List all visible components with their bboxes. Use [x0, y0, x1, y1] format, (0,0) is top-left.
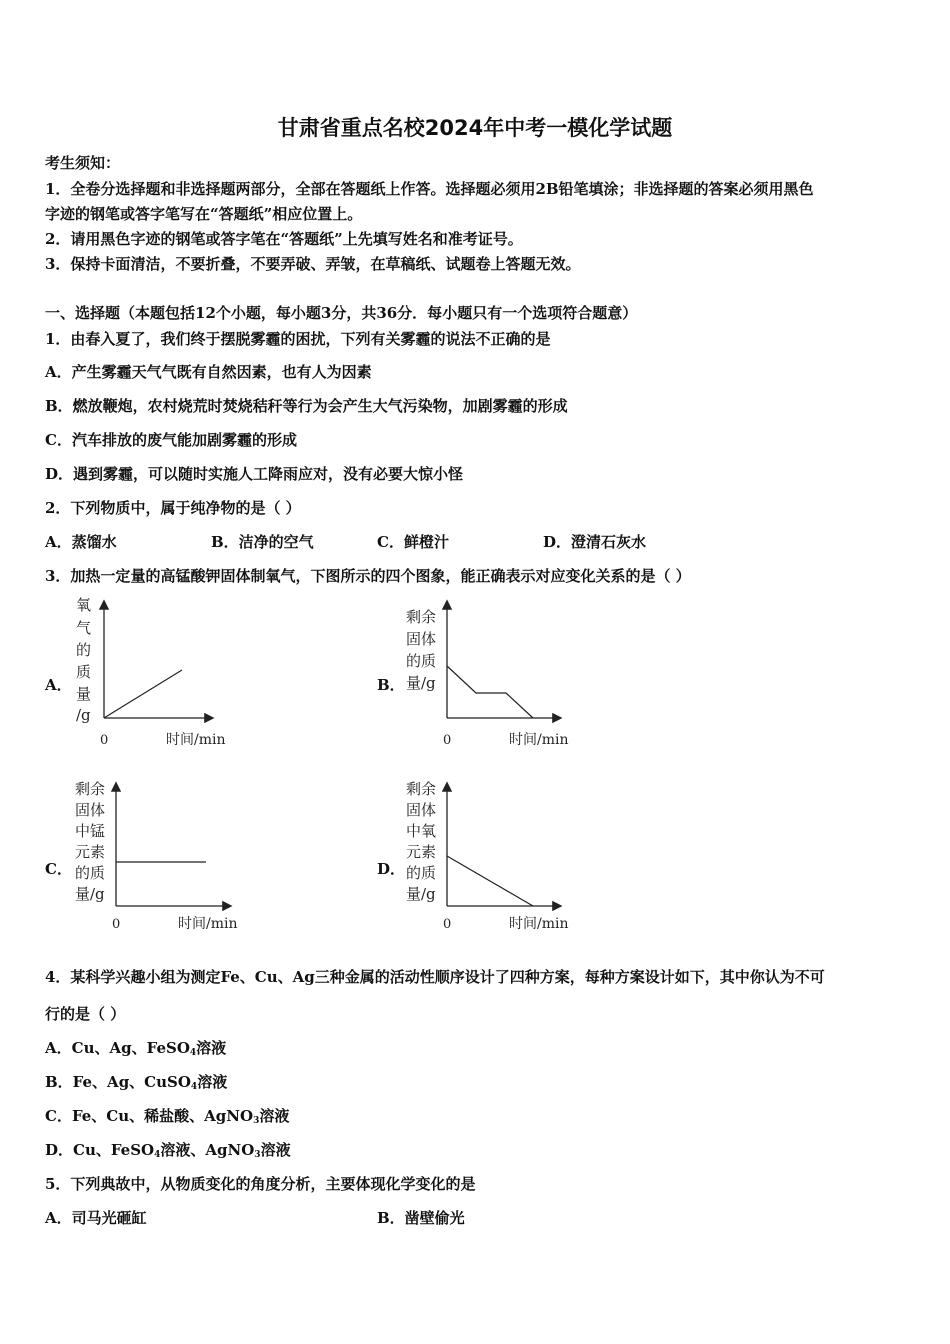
- graph-d-ylabel-6: 量/g: [406, 885, 436, 903]
- graph-a-xlabel: 时间/min: [166, 732, 226, 748]
- graph-d: [400, 772, 590, 937]
- section-heading: 一、选择题（本题包括12个小题，每小题3分，共36分．每小题只有一个选项符合题意）: [45, 304, 638, 322]
- graph-a-label: A．: [45, 676, 72, 694]
- q4-option-b: B．Fe、Ag、CuSO$_4$溶液: [45, 1073, 228, 1092]
- q3-stem: 3．加热一定量的高锰酸钾固体制氧气，下图所示的四个图象，能正确表示对应变化关系的是（ ）: [45, 567, 691, 585]
- graph-b-ylabel-2: 固体: [406, 630, 437, 648]
- graph-b: [400, 592, 590, 752]
- graph-c-ylabel-1: 剩余: [75, 780, 106, 798]
- graph-c-origin: 0: [112, 917, 121, 932]
- graph-d-origin: 0: [443, 917, 452, 932]
- graph-b-xlabel: 时间/min: [509, 732, 569, 748]
- page-title: 甘肃省重点名校2024年中考一模化学试题: [277, 116, 673, 140]
- graph-a: [70, 592, 250, 752]
- q2-option-d: D．澄清石灰水: [543, 533, 647, 551]
- graph-a-origin: 0: [100, 733, 109, 748]
- graph-a-ylabel-1: 氧: [76, 596, 92, 614]
- graph-c: [70, 772, 260, 937]
- graph-d-ylabel-5: 的质: [406, 864, 437, 882]
- q5-option-a: A．司马光砸缸: [45, 1209, 147, 1227]
- graph-c-label: C．: [45, 860, 72, 878]
- graph-d-ylabel-1: 剩余: [406, 780, 437, 798]
- graph-b-origin: 0: [443, 733, 452, 748]
- graph-b-ylabel-1: 剩余: [406, 608, 437, 626]
- q1-stem: 1．由春入夏了，我们终于摆脱雾霾的困扰，下列有关雾霾的说法不正确的是: [45, 330, 551, 348]
- graph-a-curve: [104, 670, 182, 718]
- graph-b-ylabel-3: 的质: [406, 652, 437, 670]
- graph-a-ylabel-4: 质: [76, 663, 92, 681]
- graph-d-label: D．: [377, 860, 406, 878]
- graph-d-xlabel: 时间/min: [509, 916, 569, 932]
- q1-option-c: C．汽车排放的废气能加剧雾霾的形成: [45, 431, 297, 449]
- q1-option-d: D．遇到雾霾，可以随时实施人工降雨应对，没有必要大惊小怪: [45, 465, 464, 483]
- graph-c-ylabel-6: 量/g: [75, 885, 105, 903]
- graph-c-ylabel-4: 元素: [75, 843, 106, 861]
- q1-option-b: B．燃放鞭炮，农村烧荒时焚烧秸秆等行为会产生大气污染物，加剧雾霾的形成: [45, 397, 568, 415]
- graph-c-ylabel-3: 中锰: [75, 822, 106, 840]
- q1-option-a: A．产生雾霾天气气既有自然因素，也有人为因素: [45, 363, 372, 381]
- q4-stem-1: 4．某科学兴趣小组为测定Fe、Cu、Ag三种金属的活动性顺序设计了四种方案，每种方案设计如下，其中你认为不可: [45, 968, 825, 986]
- graph-b-curve: [447, 666, 533, 718]
- graph-d-ylabel-4: 元素: [406, 843, 437, 861]
- q4-option-d: D．Cu、FeSO$_4$溶液、AgNO$_3$溶液: [45, 1141, 291, 1160]
- q4-option-a: A．Cu、Ag、FeSO$_4$溶液: [45, 1039, 227, 1058]
- graph-a-ylabel-3: 的: [76, 641, 92, 659]
- q2-stem: 2．下列物质中，属于纯净物的是（ ）: [45, 499, 301, 517]
- graph-a-ylabel-6: /g: [76, 706, 91, 724]
- graph-b-label: B．: [377, 676, 405, 694]
- graph-b-ylabel-4: 量/g: [406, 674, 436, 692]
- q5-option-b: B．凿壁偷光: [377, 1209, 465, 1227]
- graph-d-curve: [447, 856, 533, 906]
- q4-stem-2: 行的是（ ）: [45, 1005, 126, 1023]
- q2-option-c: C．鲜橙汁: [377, 533, 449, 551]
- notice-line-1b: 字迹的钢笔或答字笔写在“答题纸”相应位置上。: [45, 205, 363, 223]
- graph-a-ylabel-2: 气: [76, 619, 92, 637]
- graph-c-xlabel: 时间/min: [178, 916, 238, 932]
- graph-a-ylabel-5: 量: [76, 685, 92, 703]
- notice-line-2: 2．请用黑色字迹的钢笔或答字笔在“答题纸”上先填写姓名和准考证号。: [45, 230, 523, 248]
- graph-d-ylabel-2: 固体: [406, 801, 437, 819]
- notice-heading: 考生须知：: [45, 154, 121, 172]
- q4-option-c: C．Fe、Cu、稀盐酸、AgNO$_3$溶液: [45, 1107, 290, 1126]
- graph-d-ylabel-3: 中氧: [406, 822, 437, 840]
- notice-line-1: 1．全卷分选择题和非选择题两部分，全部在答题纸上作答。选择题必须用2B铅笔填涂；非选择题的答案必须用黑色: [45, 180, 814, 198]
- graph-c-ylabel-2: 固体: [75, 801, 106, 819]
- q5-stem: 5．下列典故中，从物质变化的角度分析，主要体现化学变化的是: [45, 1175, 476, 1193]
- notice-line-3: 3．保持卡面清洁，不要折叠，不要弄破、弄皱，在草稿纸、试题卷上答题无效。: [45, 255, 581, 273]
- graph-a-ylabel: [76, 596, 91, 724]
- q2-option-b: B．洁净的空气: [211, 533, 314, 551]
- graph-c-ylabel-5: 的质: [75, 864, 106, 882]
- q2-option-a: A．蒸馏水: [45, 533, 117, 551]
